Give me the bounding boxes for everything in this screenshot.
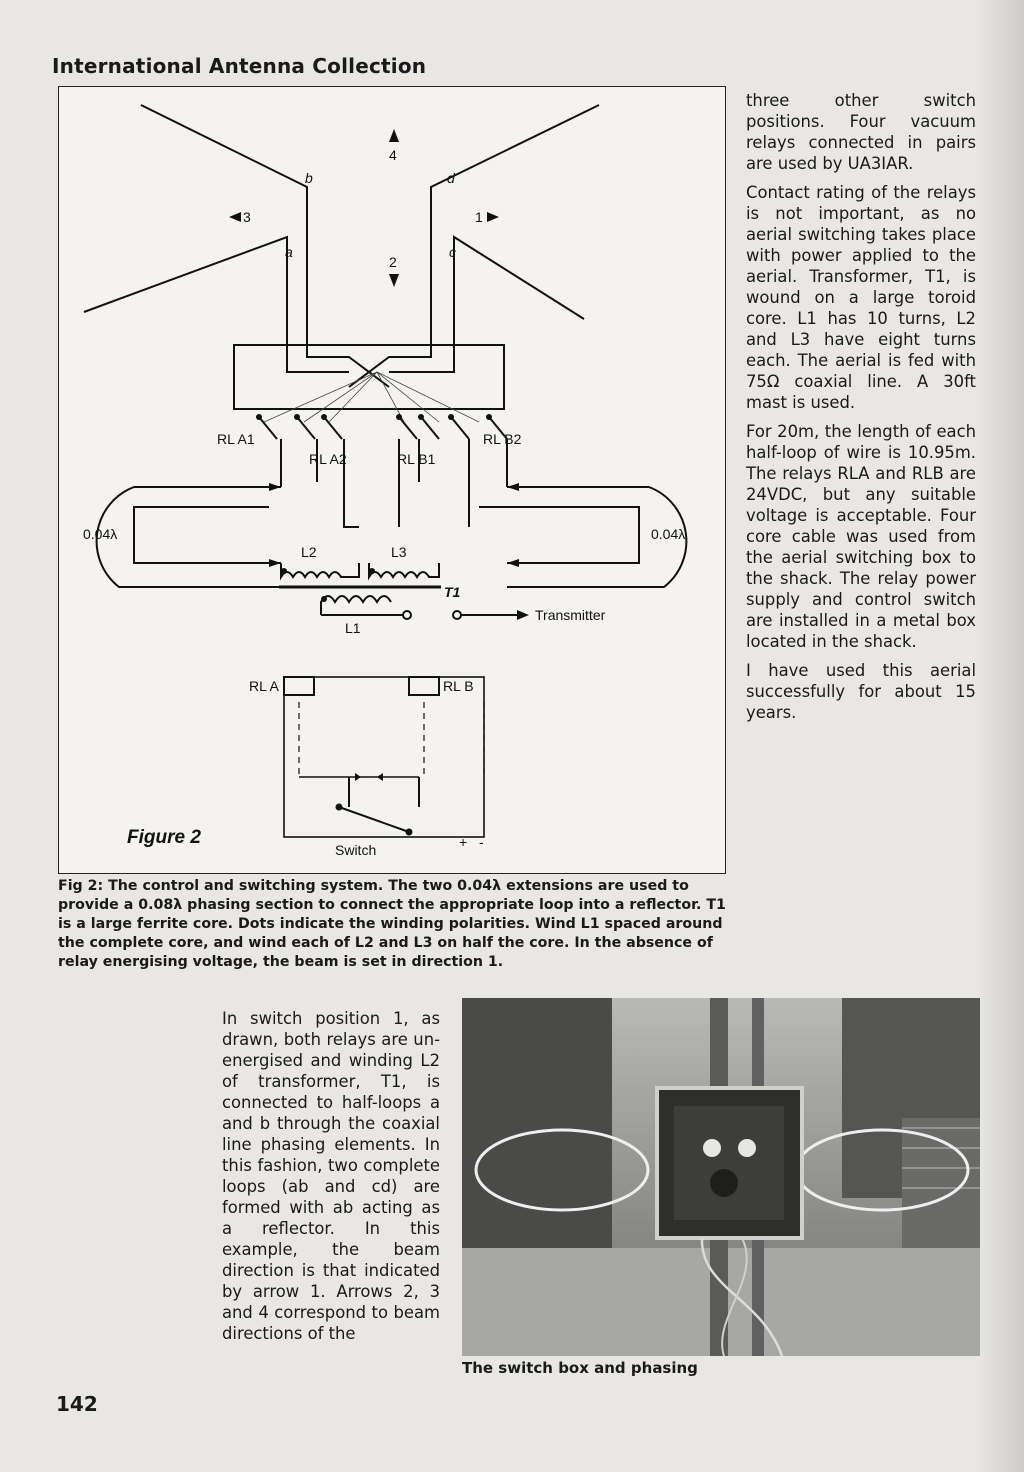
running-header: International Antenna Collection <box>52 54 427 78</box>
arrow-2-icon <box>389 274 399 287</box>
label-minus: - <box>479 834 484 850</box>
arrow-1-icon <box>487 212 499 222</box>
label-plus: + <box>459 834 468 850</box>
label-dir-3: 3 <box>243 209 251 225</box>
page-number: 142 <box>56 1392 98 1416</box>
label-ext-right: 0.04λ <box>651 526 686 542</box>
label-rl-a: RL A <box>249 678 279 694</box>
label-t1: T1 <box>444 584 461 600</box>
label-l1: L1 <box>345 620 361 636</box>
label-ext-left: 0.04λ <box>83 526 118 542</box>
label-dir-1: 1 <box>475 209 483 225</box>
switch-box-photo <box>462 998 980 1356</box>
label-transmitter: Transmitter <box>535 607 606 623</box>
paragraph: Contact rating of the relays is not important, as no aerial switching takes place with power applied to the aerial. Transformer, T1, is wound on a large toroid core. L1 has 10 turns, L2 and L3 have eight turns each. The aerial is fed with 75Ω coaxial line. A 30ft mast is used. <box>746 183 976 412</box>
label-d: d <box>447 170 455 186</box>
label-rl-a2: RL A2 <box>309 451 347 467</box>
label-b: b <box>305 170 313 186</box>
paragraph: three other switch positions. Four vacuum relays connected in pairs are used by UA3IAR. <box>746 91 976 173</box>
label-l3: L3 <box>391 544 407 560</box>
label-rl-a1: RL A1 <box>217 431 255 447</box>
transmitter-arrow-icon <box>517 610 529 620</box>
label-dir-4: 4 <box>389 147 397 163</box>
label-dir-2: 2 <box>389 254 397 270</box>
half-loop-b <box>141 105 307 342</box>
paragraph: For 20m, the length of each half-loop of wire is 10.95m. The relays RLA and RLB are 24VDC, but any suitable voltage is acceptable. Four core cable was used from the aerial switching box to the shack. The relay power supply and control switch are installed in a metal box located in the shack. <box>746 422 976 651</box>
half-loop-a <box>84 237 287 342</box>
figure-label: Figure 2 <box>127 827 201 848</box>
page-edge-shadow <box>976 0 1024 1472</box>
figure-caption: Fig 2: The control and switching system. The two 0.04λ extensions are used to provide a 0.08λ phasing section to connect the appropriate loop into a reflector. T1 is a large ferrite core. Dots indicate the winding polarities. Wind L1 spaced around the complete core, and wind each of L2 and L3 on half the core. In the absence of relay energising voltage, the beam is set in direction 1. <box>58 878 726 970</box>
label-rl-b2: RL B2 <box>483 431 522 447</box>
photo-caption: The switch box and phasing <box>462 1359 698 1377</box>
half-loop-c <box>454 237 584 342</box>
label-rl-b: RL B <box>443 678 474 694</box>
right-column-text <box>746 90 976 731</box>
arrow-4-icon <box>389 129 399 142</box>
label-l2: L2 <box>301 544 317 560</box>
arrow-3-icon <box>229 212 241 222</box>
label-rl-b1: RL B1 <box>397 451 436 467</box>
paragraph: In switch position 1, as drawn, both relays are un-energised and winding L2 of transformer, T1, is connected to half-loops a and b through the coaxial line phasing elements. In this fashion, two complete loops (ab and cd) are formed with ab acting as a reflector. In this example, the beam direction is that indicated by arrow 1. Arrows 2, 3 and 4 correspond to beam directions of the <box>222 1009 440 1343</box>
lower-column-text <box>222 1008 440 1352</box>
label-a: a <box>285 244 293 260</box>
figure-2-schematic <box>58 86 726 874</box>
label-c: c <box>449 244 456 260</box>
paragraph: I have used this aerial successfully for about 15 years. <box>746 661 976 722</box>
half-loop-d <box>431 105 599 342</box>
label-switch: Switch <box>335 842 377 858</box>
